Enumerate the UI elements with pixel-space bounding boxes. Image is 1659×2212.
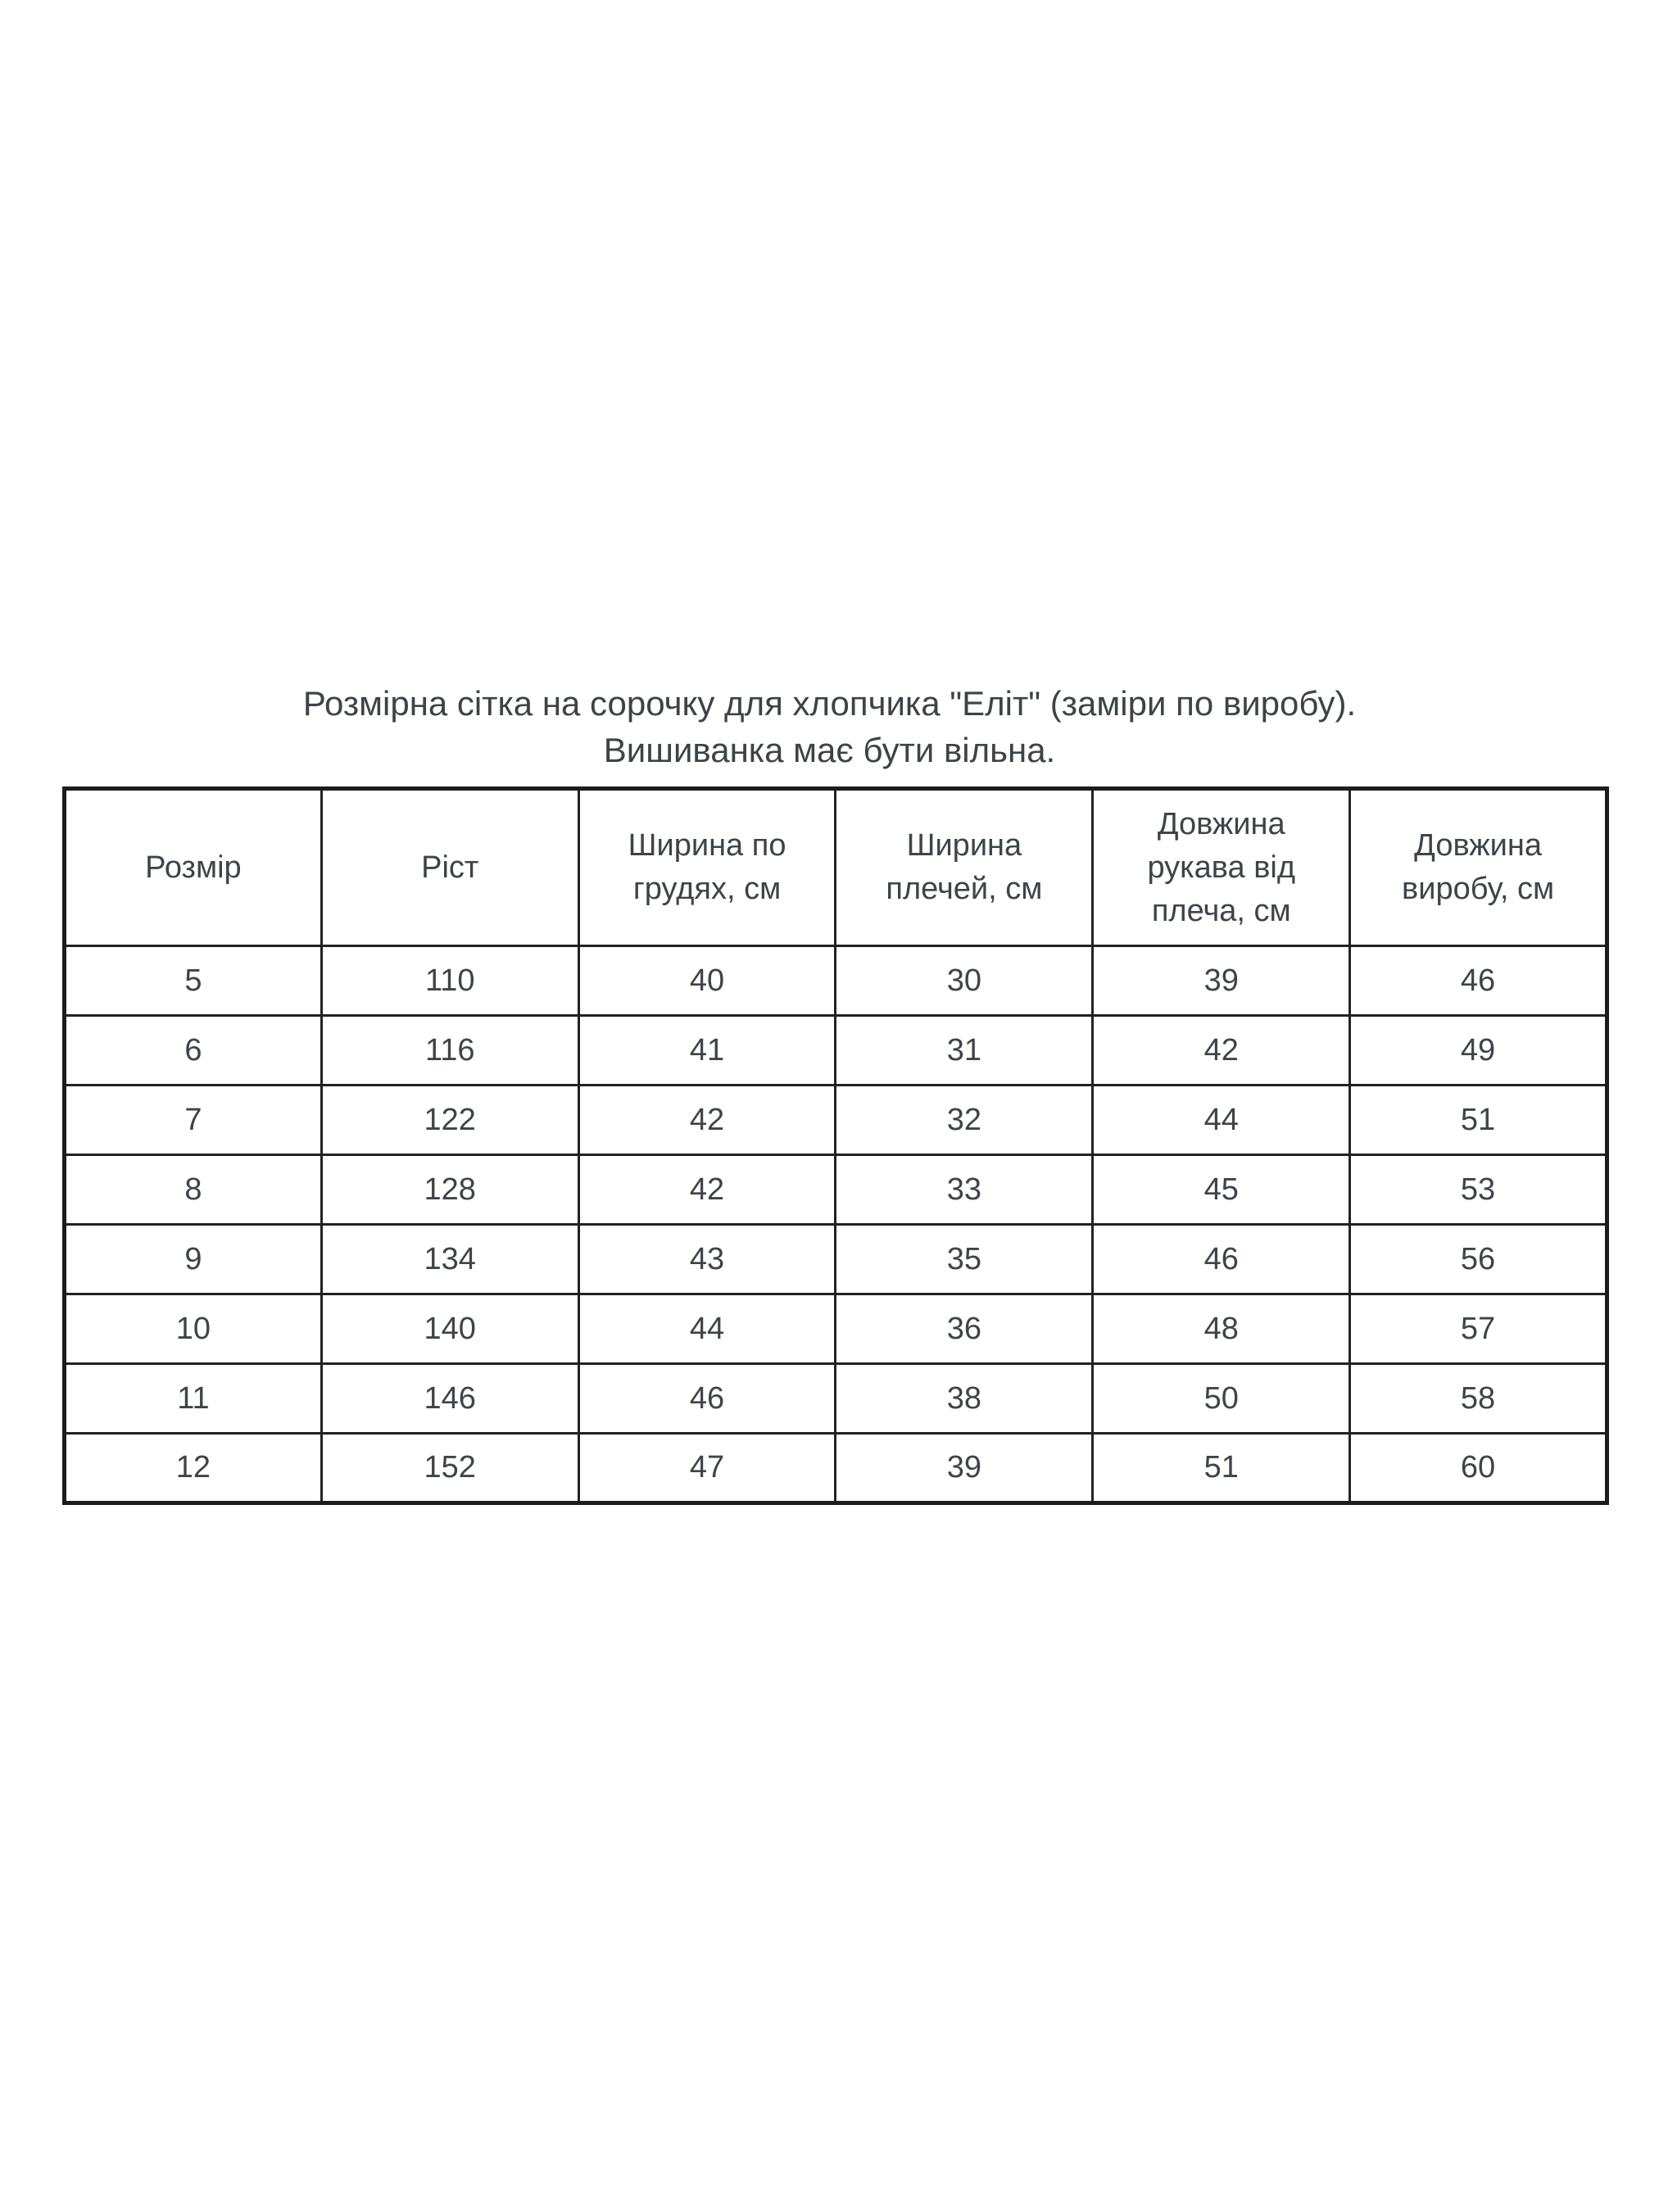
table-cell: 116 bbox=[321, 1016, 578, 1086]
table-cell: 152 bbox=[321, 1434, 578, 1503]
caption-line-1: Розмірна сітка на сорочку для хлопчика "Еліт" (заміри по виробу). bbox=[302, 684, 1357, 723]
table-cell: 35 bbox=[836, 1225, 1093, 1294]
table-row bbox=[65, 1155, 1607, 1225]
table-cell: 134 bbox=[321, 1225, 578, 1294]
table-cell: 8 bbox=[65, 1155, 322, 1225]
header-cell: Довжина рукава від плеча, см bbox=[1093, 789, 1350, 946]
table-cell: 39 bbox=[1093, 946, 1350, 1016]
table-cell: 46 bbox=[1350, 946, 1607, 1016]
table-head bbox=[65, 789, 1607, 946]
header-cell: Довжина виробу, см bbox=[1350, 789, 1607, 946]
table-cell: 32 bbox=[836, 1086, 1093, 1155]
table-cell: 11 bbox=[65, 1364, 322, 1434]
table-cell: 49 bbox=[1350, 1016, 1607, 1086]
table-cell: 7 bbox=[65, 1086, 322, 1155]
table-cell: 58 bbox=[1350, 1364, 1607, 1434]
table-row bbox=[65, 1364, 1607, 1434]
table-row bbox=[65, 1434, 1607, 1503]
table-row bbox=[65, 1294, 1607, 1364]
table-cell: 40 bbox=[578, 946, 836, 1016]
table-cell: 41 bbox=[578, 1016, 836, 1086]
table-cell: 53 bbox=[1350, 1155, 1607, 1225]
table-cell: 48 bbox=[1093, 1294, 1350, 1364]
table-cell: 44 bbox=[1093, 1086, 1350, 1155]
header-cell: Розмір bbox=[65, 789, 322, 946]
table-body bbox=[65, 946, 1607, 1503]
table-row bbox=[65, 1086, 1607, 1155]
table-cell: 42 bbox=[578, 1086, 836, 1155]
table-cell: 39 bbox=[836, 1434, 1093, 1503]
table-cell: 128 bbox=[321, 1155, 578, 1225]
table-cell: 60 bbox=[1350, 1434, 1607, 1503]
caption-line-2: Вишиванка має бути вільна. bbox=[603, 731, 1056, 769]
table-cell: 5 bbox=[65, 946, 322, 1016]
table-cell: 42 bbox=[1093, 1016, 1350, 1086]
table-cell: 12 bbox=[65, 1434, 322, 1503]
table-cell: 36 bbox=[836, 1294, 1093, 1364]
table-cell: 46 bbox=[578, 1364, 836, 1434]
table-cell: 146 bbox=[321, 1364, 578, 1434]
table-cell: 10 bbox=[65, 1294, 322, 1364]
header-cell: Ширина плечей, см bbox=[836, 789, 1093, 946]
table-cell: 9 bbox=[65, 1225, 322, 1294]
size-chart-table bbox=[62, 786, 1609, 1505]
table-cell: 31 bbox=[836, 1016, 1093, 1086]
table-cell: 122 bbox=[321, 1086, 578, 1155]
table-cell: 51 bbox=[1350, 1086, 1607, 1155]
table-cell: 140 bbox=[321, 1294, 578, 1364]
table-cell: 43 bbox=[578, 1225, 836, 1294]
header-cell: Ріст bbox=[321, 789, 578, 946]
table-cell: 44 bbox=[578, 1294, 836, 1364]
table-cell: 42 bbox=[578, 1155, 836, 1225]
table-cell: 51 bbox=[1093, 1434, 1350, 1503]
table-cell: 30 bbox=[836, 946, 1093, 1016]
table-cell: 47 bbox=[578, 1434, 836, 1503]
table-caption bbox=[0, 680, 1659, 773]
table-cell: 6 bbox=[65, 1016, 322, 1086]
table-cell: 57 bbox=[1350, 1294, 1607, 1364]
table-cell: 110 bbox=[321, 946, 578, 1016]
header-row bbox=[65, 789, 1607, 946]
table-row bbox=[65, 946, 1607, 1016]
table-cell: 50 bbox=[1093, 1364, 1350, 1434]
table-cell: 45 bbox=[1093, 1155, 1350, 1225]
header-cell: Ширина по грудях, см bbox=[578, 789, 836, 946]
table-row bbox=[65, 1016, 1607, 1086]
table-cell: 33 bbox=[836, 1155, 1093, 1225]
table-cell: 38 bbox=[836, 1364, 1093, 1434]
table-cell: 46 bbox=[1093, 1225, 1350, 1294]
table-row bbox=[65, 1225, 1607, 1294]
table-cell: 56 bbox=[1350, 1225, 1607, 1294]
